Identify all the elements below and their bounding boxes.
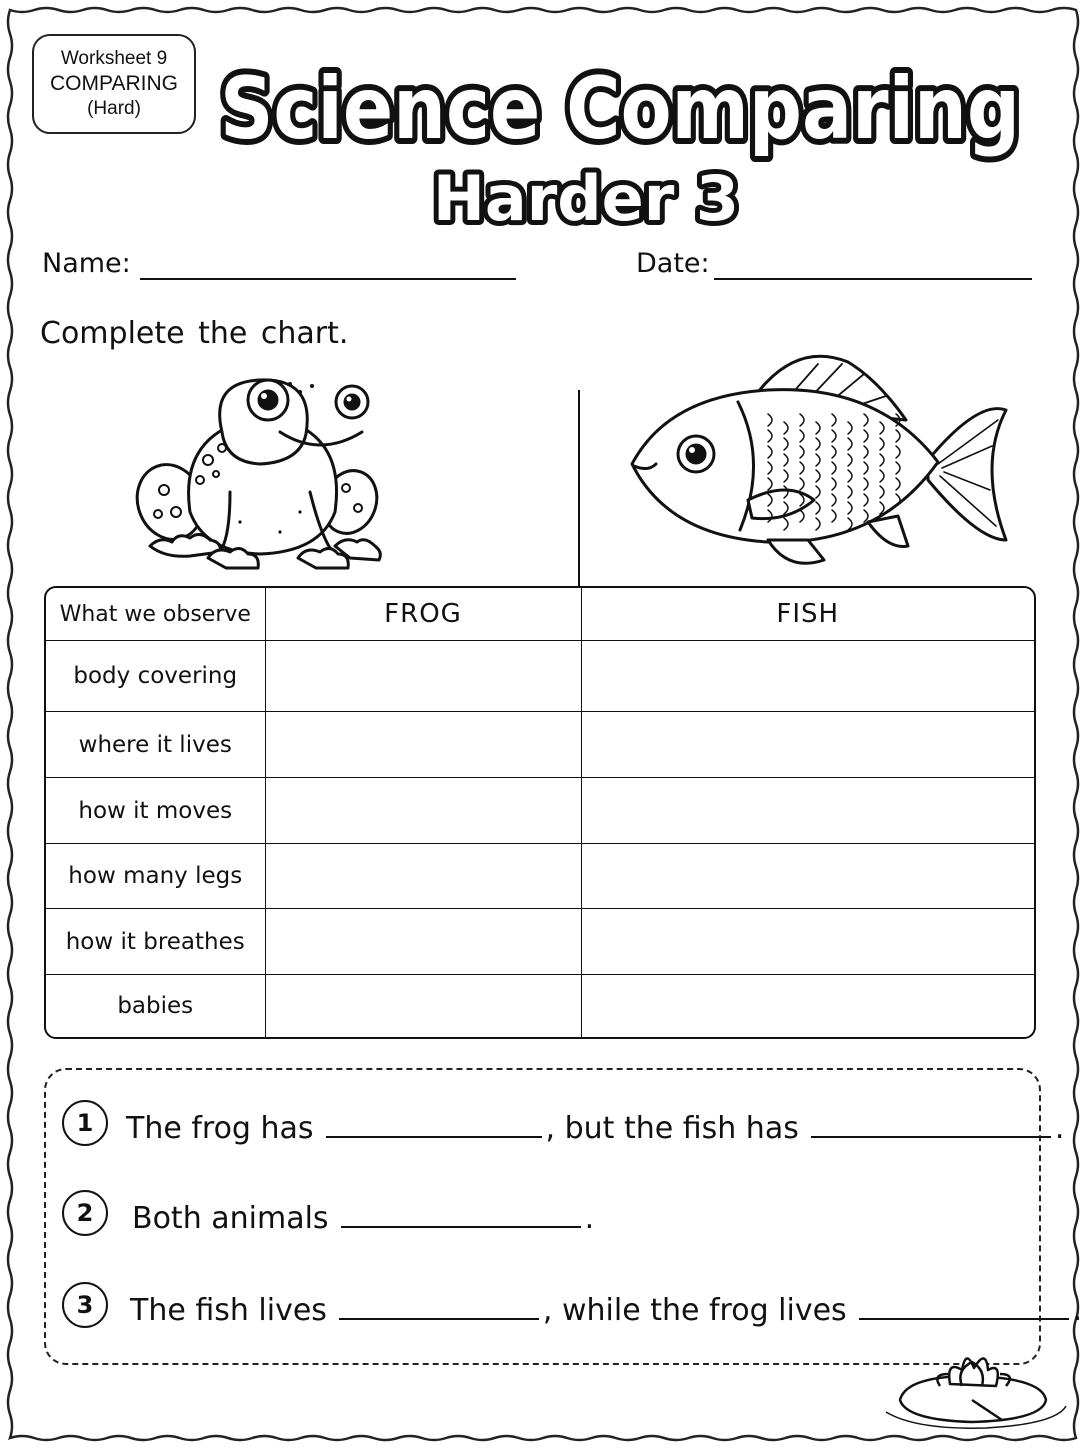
header-fish: FISH [581, 588, 1034, 641]
sentence-3-part-2: , while the frog lives [542, 1293, 847, 1328]
row-label-how-it-moves: how it moves [46, 778, 265, 844]
cell-fish-how-many-legs[interactable] [581, 844, 1034, 909]
sentence-3-blank-1[interactable] [339, 1317, 539, 1320]
row-label-where-it-lives: where it lives [46, 712, 265, 778]
fish-illustration [628, 350, 1018, 580]
cell-fish-where-it-lives[interactable] [581, 712, 1034, 778]
sentence-3 [62, 1282, 1082, 1328]
number-circle-2: 2 [62, 1190, 108, 1236]
row-label-body-covering: body covering [46, 641, 265, 712]
cell-frog-how-it-breathes[interactable] [265, 909, 581, 975]
sentence-2-blank-1[interactable] [341, 1225, 581, 1228]
table-row [46, 712, 1034, 778]
page-subtitle: Harder 3 [432, 162, 740, 235]
worksheet-badge [32, 34, 196, 134]
badge-worksheet-number: Worksheet 9 [60, 48, 168, 70]
sentence-1-part-3: . [1054, 1111, 1065, 1146]
sentence-3-part-3: . [1072, 1293, 1083, 1328]
cell-fish-babies[interactable] [581, 975, 1034, 1038]
name-label: Name: [42, 248, 131, 279]
frog-illustration [130, 362, 390, 578]
sentence-1-part-1: The frog has [126, 1111, 314, 1146]
cell-fish-body-covering[interactable] [581, 641, 1034, 712]
sentence-1-part-2: , but the fish has [545, 1111, 799, 1146]
sentence-1-blank-2[interactable] [811, 1135, 1051, 1138]
cell-fish-how-it-breathes[interactable] [581, 909, 1034, 975]
cell-fish-how-it-moves[interactable] [581, 778, 1034, 844]
number-circle-3: 3 [62, 1282, 108, 1328]
sentence-2-part-2: . [584, 1201, 595, 1236]
picture-divider [578, 390, 580, 586]
table-row [46, 844, 1034, 909]
name-field[interactable] [140, 278, 516, 280]
page-title: Science Comparing [220, 59, 1020, 159]
badge-topic: COMPARING [50, 71, 178, 95]
header-frog: FROG [265, 588, 581, 641]
header-what-we-observe: What we observe [46, 588, 265, 641]
row-label-babies: babies [46, 975, 265, 1038]
table-row [46, 641, 1034, 712]
comparison-chart [44, 586, 1036, 1039]
sentence-2 [62, 1190, 594, 1236]
cell-frog-body-covering[interactable] [265, 641, 581, 712]
cell-frog-where-it-lives[interactable] [265, 712, 581, 778]
row-label-how-many-legs: how many legs [46, 844, 265, 909]
row-label-how-it-breathes: how it breathes [46, 909, 265, 975]
cell-frog-how-many-legs[interactable] [265, 844, 581, 909]
sentence-1 [62, 1100, 1064, 1146]
table-row [46, 975, 1034, 1038]
sentence-1-blank-1[interactable] [326, 1135, 542, 1138]
number-circle-1: 1 [62, 1100, 108, 1146]
chart-header-row [46, 588, 1034, 641]
date-field[interactable] [714, 278, 1032, 280]
table-row [46, 909, 1034, 975]
cell-frog-babies[interactable] [265, 975, 581, 1038]
badge-difficulty: (Hard) [87, 98, 141, 120]
date-label: Date: [636, 248, 710, 279]
sentence-2-part-1: Both animals [132, 1201, 329, 1236]
table-row [46, 778, 1034, 844]
lily-pad-icon [876, 1340, 1072, 1430]
sentence-3-part-1: The fish lives [130, 1293, 327, 1328]
instruction-text: Complete the chart. [40, 316, 349, 351]
title-block [210, 28, 1050, 238]
sentence-3-blank-2[interactable] [859, 1317, 1069, 1320]
sentence-completion-box [44, 1068, 1083, 1365]
cell-frog-how-it-moves[interactable] [265, 778, 581, 844]
